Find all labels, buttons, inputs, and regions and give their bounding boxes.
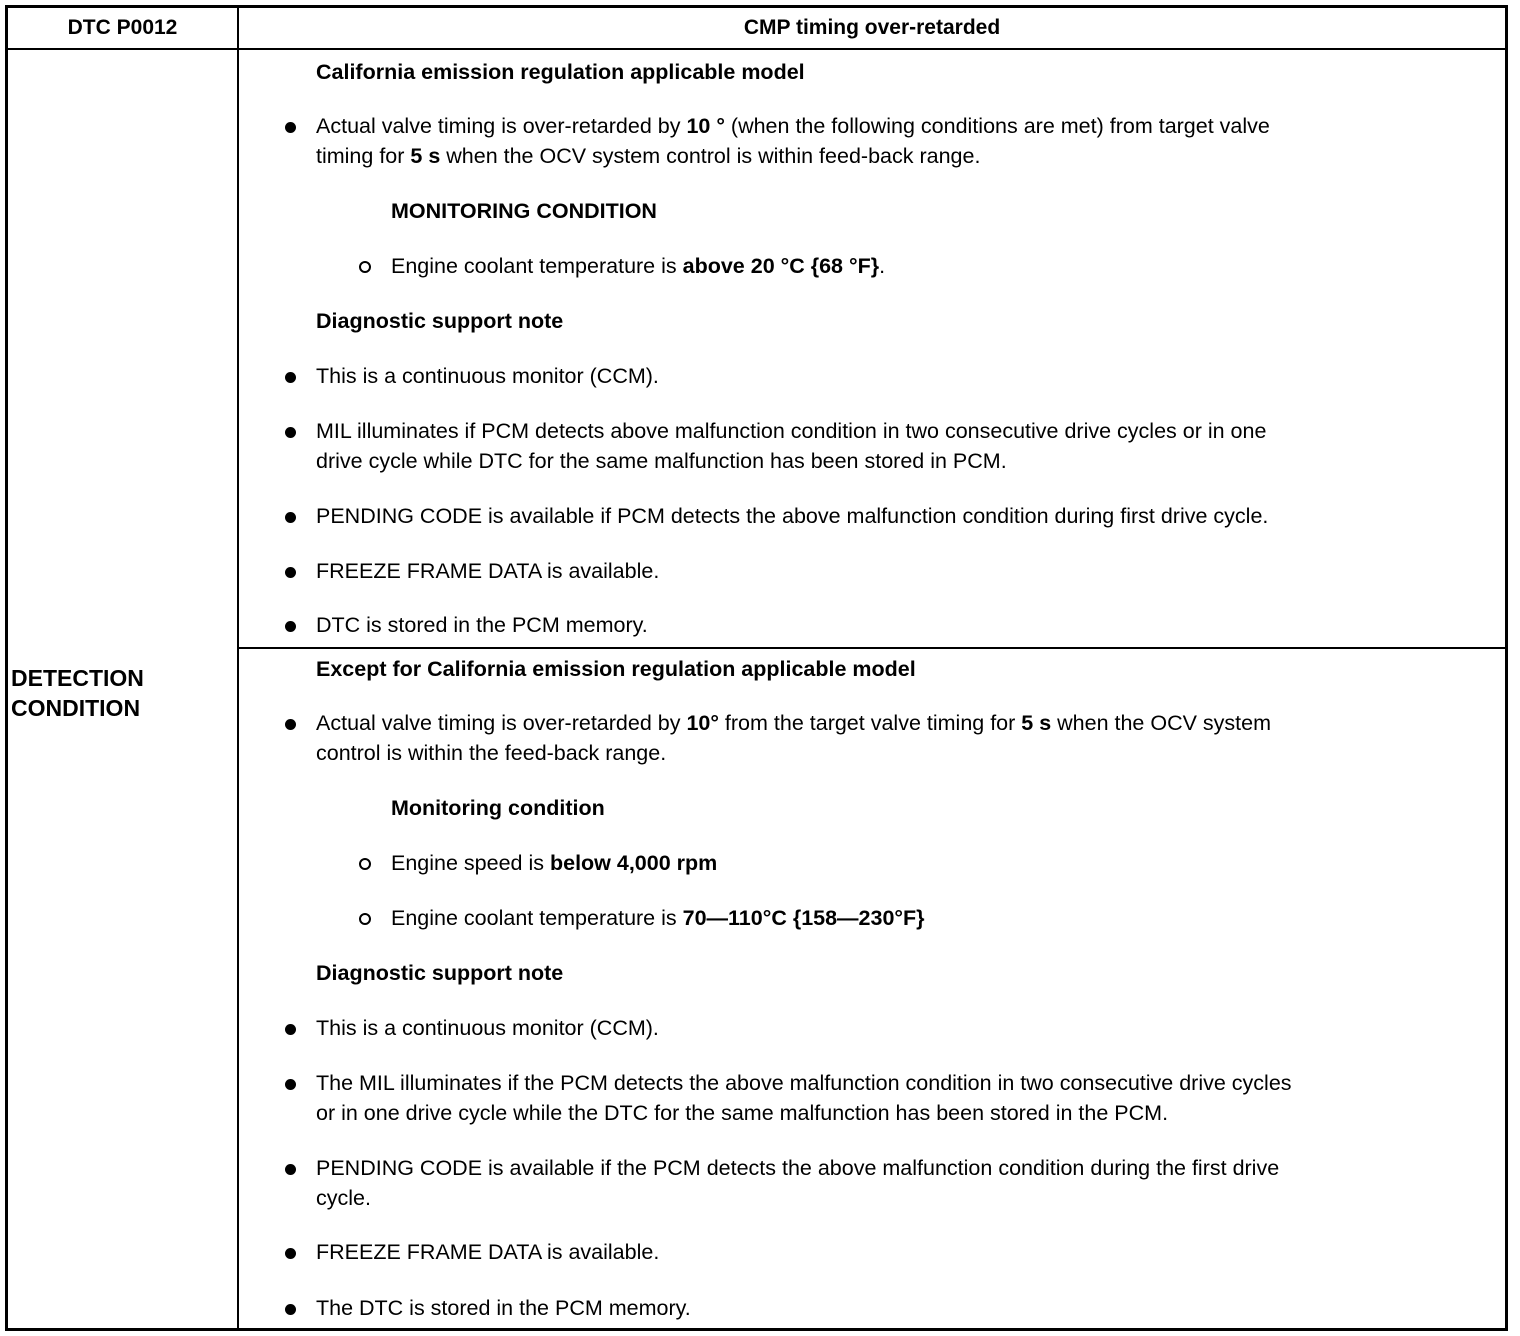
header-divider xyxy=(8,48,1505,50)
bullet-icon xyxy=(285,1304,296,1315)
bullet-icon xyxy=(285,1024,296,1035)
except-monitor2: Engine coolant temperature is 70—110°C {158—230°F} xyxy=(391,906,925,930)
california-bullet1-line1: Actual valve timing is over-retarded by 10 ° (when the following conditions are met) from target valve xyxy=(316,114,1270,138)
except-monitor1: Engine speed is below 4,000 rpm xyxy=(391,851,718,875)
california-bullet1-line2: timing for 5 s when the OCV system control is within feed-back range. xyxy=(316,144,981,168)
bullet-icon xyxy=(285,512,296,523)
except-note2-line1: The MIL illuminates if the PCM detects the above malfunction condition in two consecutive drive cycles xyxy=(316,1071,1292,1095)
bullet-icon xyxy=(285,372,296,383)
except-bullet1-line2: control is within the feed-back range. xyxy=(316,741,667,765)
sub-bullet-icon xyxy=(359,913,371,925)
bullet-icon xyxy=(285,1079,296,1090)
column-divider xyxy=(237,8,239,1328)
section-divider xyxy=(237,647,1505,649)
california-note1: This is a continuous monitor (CCM). xyxy=(316,364,659,388)
bullet-icon xyxy=(285,567,296,578)
dtc-title-header: CMP timing over-retarded xyxy=(743,16,1001,39)
california-note3: PENDING CODE is available if PCM detects the above malfunction condition during first drive cycle. xyxy=(316,504,1269,528)
california-note2-line2: drive cycle while DTC for the same malfunction has been stored in PCM. xyxy=(316,449,1007,473)
california-note5: DTC is stored in the PCM memory. xyxy=(316,613,648,637)
sub-bullet-icon xyxy=(359,858,371,870)
except-note3-line2: cycle. xyxy=(316,1186,371,1210)
california-monitor1: Engine coolant temperature is above 20 °C {68 °F}. xyxy=(391,254,886,278)
except-note5: The DTC is stored in the PCM memory. xyxy=(316,1296,691,1320)
california-support-heading: Diagnostic support note xyxy=(316,309,564,333)
except-monitoring-heading: Monitoring condition xyxy=(391,796,605,820)
except-note4: FREEZE FRAME DATA is available. xyxy=(316,1240,660,1264)
california-heading: California emission regulation applicable model xyxy=(316,60,805,84)
row-label xyxy=(11,663,144,723)
bullet-icon xyxy=(285,122,296,133)
bullet-icon xyxy=(285,621,296,632)
bullet-icon xyxy=(285,427,296,438)
california-note4: FREEZE FRAME DATA is available. xyxy=(316,559,660,583)
california-monitoring-heading: MONITORING CONDITION xyxy=(391,199,657,223)
except-support-heading: Diagnostic support note xyxy=(316,961,564,985)
row-label-line2: CONDITION xyxy=(11,695,141,721)
except-note3-line1: PENDING CODE is available if the PCM detects the above malfunction condition during the first drive xyxy=(316,1156,1280,1180)
except-bullet1-line1: Actual valve timing is over-retarded by 10° from the target valve timing for 5 s when the OCV system xyxy=(316,711,1272,735)
bullet-icon xyxy=(285,1248,296,1259)
bullet-icon xyxy=(285,719,296,730)
except-heading: Except for California emission regulation applicable model xyxy=(316,657,916,681)
sub-bullet-icon xyxy=(359,261,371,273)
row-label-line1: DETECTION xyxy=(11,665,144,691)
dtc-code-header: DTC P0012 xyxy=(67,16,178,39)
except-note2-line2: or in one drive cycle while the DTC for the same malfunction has been stored in the PCM. xyxy=(316,1101,1169,1125)
california-note2-line1: MIL illuminates if PCM detects above malfunction condition in two consecutive drive cycles or in one xyxy=(316,419,1267,443)
bullet-icon xyxy=(285,1164,296,1175)
except-note1: This is a continuous monitor (CCM). xyxy=(316,1016,659,1040)
